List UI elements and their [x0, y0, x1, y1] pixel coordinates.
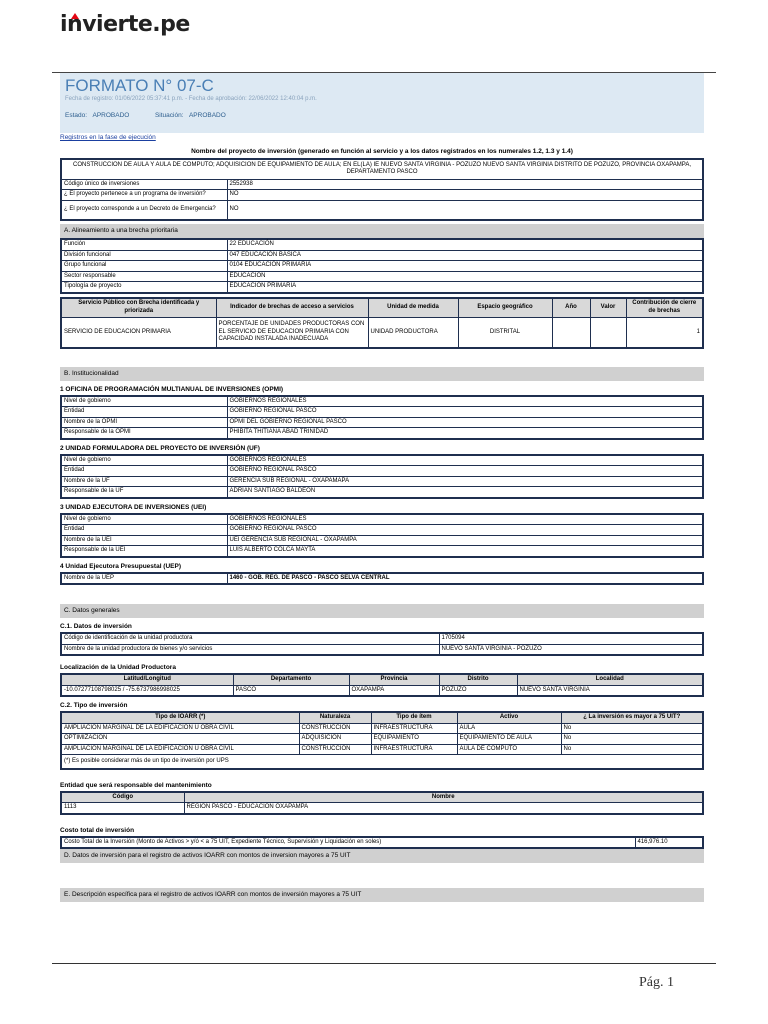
investment-cell: ADQUISICION	[299, 734, 371, 745]
table-row	[61, 734, 703, 745]
row-label: Nombre de la UF	[61, 476, 227, 487]
brecha-header: Unidad de medida	[368, 298, 458, 318]
row-label: Función	[61, 239, 227, 250]
brecha-table	[60, 297, 704, 349]
row-value: NO	[227, 200, 703, 220]
table-row	[61, 318, 703, 348]
brecha-header: Servicio Público con Brecha identificada y priorizada	[61, 298, 216, 318]
situacion-value: APROBADO	[188, 112, 226, 119]
table-row	[61, 837, 703, 849]
logo-text: invierte.pe	[60, 12, 190, 37]
investment-cell: AULA DE COMPUTO	[457, 744, 561, 755]
project-general-table	[60, 158, 704, 221]
row-value: 2552938	[227, 179, 703, 190]
investment-header: Activo	[457, 712, 561, 723]
row-label: Responsable de la UF	[61, 487, 227, 498]
row-value: GOBIERNO REGIONAL PASCO	[227, 525, 703, 536]
uei-title: 3 UNIDAD EJECUTORA DE INVERSIONES (UEI)	[60, 503, 207, 511]
location-cell: NUEVO SANTA VIRGINIA	[517, 685, 703, 696]
row-label: Responsable de la UEI	[61, 546, 227, 557]
table-row	[61, 271, 703, 282]
investment-cell: EQUIPAMIENTO DE AULA	[457, 734, 561, 745]
bottom-divider	[52, 963, 716, 964]
table-row	[61, 546, 703, 557]
investment-header: Tipo de ítem	[371, 712, 457, 723]
situacion-label: Situación:	[154, 112, 184, 119]
uep-title: 4 Unidad Ejecutora Presupuestal (UEP)	[60, 562, 182, 570]
uep-table	[60, 572, 704, 586]
table-row	[61, 744, 703, 755]
execution-records-link[interactable]: Registros en la fase de ejecución	[60, 134, 156, 141]
location-header: Localidad	[517, 674, 703, 685]
table-row	[61, 428, 703, 439]
row-label: Entidad	[61, 466, 227, 477]
location-header: Distrito	[439, 674, 517, 685]
table-row	[61, 685, 703, 696]
location-cell: PASCO	[233, 685, 349, 696]
cost-value: 416,976.10	[635, 837, 703, 849]
investment-cell: No	[561, 744, 703, 755]
row-label: ¿ El proyecto corresponde a un Decreto de Emergencia?	[61, 200, 227, 220]
maintenance-table	[60, 791, 704, 815]
table-row	[61, 487, 703, 498]
maintenance-header: Código	[61, 792, 184, 803]
table-row	[61, 535, 703, 546]
brecha-cell	[590, 318, 626, 348]
row-value: OPMI DEL GOBIERNO REGIONAL PASCO	[227, 417, 703, 428]
document-body	[60, 73, 704, 902]
row-label: ¿ El proyecto pertenece a un programa de inversión?	[61, 190, 227, 201]
location-header: Provincia	[349, 674, 439, 685]
section-b-title: B. Institucionalidad	[60, 367, 704, 381]
table-row	[61, 476, 703, 487]
row-label: Nombre de la OPMI	[61, 417, 227, 428]
maintenance-title: Entidad que será responsable del mantenimiento	[60, 781, 212, 789]
row-value: 1460 - GOB. REG. DE PASCO - PASCO SELVA CENTRAL	[227, 573, 703, 585]
row-label: Nombre de la UEP	[61, 573, 227, 585]
row-value: 1705094	[439, 633, 703, 644]
row-value: NO	[227, 190, 703, 201]
row-label: Nivel de gobierno	[61, 514, 227, 525]
row-label: Sector responsable	[61, 271, 227, 282]
row-label: Nombre de la UEI	[61, 535, 227, 546]
row-value: UEI GERENCIA SUB REGIONAL - OXAPAMPA	[227, 535, 703, 546]
table-row	[61, 282, 703, 293]
row-value: NUEVO SANTA VIRGINIA - POZUZO	[439, 644, 703, 655]
investment-header: Tipo de IOARR (*)	[61, 712, 299, 723]
table-row	[61, 239, 703, 250]
project-name: CONSTRUCCION DE AULA Y AULA DE COMPUTO; ADQUISICION DE EQUIPAMIENTO DE AULA; EN EL(LA) IE NUEVO SANTA VIRGINIA - POZUZO NUEVO SANTA VIRGINIA DISTRITO DE POZUZO, PROVINCIA OXAPAMPA, DEPARTAMENTO PASCO	[61, 159, 703, 179]
brecha-header: Valor	[590, 298, 626, 318]
investment-cell: INFRAESTRUCTURA	[371, 723, 457, 734]
investment-cell: EQUIPAMIENTO	[371, 734, 457, 745]
table-row	[61, 525, 703, 536]
investment-cell: OPTIMIZACION	[61, 734, 299, 745]
registration-dates: Fecha de registro: 01/06/2022 05:37:41 p.m. - Fecha de aprobación: 22/06/2022 12:40:04 p.m.	[65, 96, 317, 102]
table-row	[61, 261, 703, 272]
row-value: 0104 EDUCACIÓN PRIMARIA	[227, 261, 703, 272]
brecha-cell: UNIDAD PRODUCTORA	[368, 318, 458, 348]
row-label: Responsable de la OPMI	[61, 428, 227, 439]
c1-table	[60, 632, 704, 656]
row-label: Grupo funcional	[61, 261, 227, 272]
brecha-header: Año	[552, 298, 590, 318]
row-value: GOBIERNOS REGIONALES	[227, 396, 703, 407]
section-d-title: D. Datos de inversión para el registro de activos IOARR con montos de inversion mayores a 75 UIT	[60, 849, 704, 863]
row-label: Nombre de la unidad productora de bienes y/o servicios	[61, 644, 439, 655]
table-row	[61, 179, 703, 190]
row-value: EDUCACIÓN PRIMARIA	[227, 282, 703, 293]
maintenance-header: Nombre	[184, 792, 703, 803]
c1-title: C.1. Datos de inversión	[60, 623, 132, 630]
c2-title: C.2. Tipo de inversión	[60, 702, 128, 709]
cost-label: Costo Total de la Inversión (Monto de Activos > y/ó < a 75 UIT, Expediente Técnico, Supervisión y Liquidación en soles)	[61, 837, 635, 849]
row-value: GOBIERNOS REGIONALES	[227, 455, 703, 466]
uf-table	[60, 454, 704, 499]
location-cell: OXAPAMPA	[349, 685, 439, 696]
maintenance-cell: REGION PASCO - EDUCACION OXAPAMPA	[184, 803, 703, 814]
brecha-header: Contribución de cierre de brechas	[626, 298, 703, 318]
location-header: Departamento	[233, 674, 349, 685]
page-number: Pág. 1	[639, 975, 674, 990]
investment-cell: CONSTRUCCION	[299, 723, 371, 734]
location-header: Latitud/Longitud	[61, 674, 233, 685]
table-row	[61, 573, 703, 585]
investment-cell: No	[561, 734, 703, 745]
table-row	[61, 407, 703, 418]
table-row	[61, 190, 703, 201]
uei-table	[60, 513, 704, 558]
investment-cell: No	[561, 723, 703, 734]
location-cell: POZUZO	[439, 685, 517, 696]
brecha-cell	[552, 318, 590, 348]
row-label: Entidad	[61, 525, 227, 536]
table-row	[61, 455, 703, 466]
row-value: GERENCIA SUB REGIONAL - OXAPAMAPA	[227, 476, 703, 487]
cost-table	[60, 836, 704, 850]
section-a-title: A. Alineamiento a una brecha prioritaria	[60, 224, 704, 238]
brecha-cell: SERVICIO DE EDUCACION PRIMARIA	[61, 318, 216, 348]
row-label: Entidad	[61, 407, 227, 418]
maintenance-cell: 1113	[61, 803, 184, 814]
row-value: 047 EDUCACIÓN BÁSICA	[227, 250, 703, 261]
investment-cell: AULA	[457, 723, 561, 734]
project-name-caption: Nombre del proyecto de inversión (generado en función al servicio y a los datos registrados en los numerales 1.2, 1.3 y 1.4)	[191, 148, 573, 155]
table-row	[61, 466, 703, 477]
table-row	[61, 514, 703, 525]
row-label: Código único de inversiones	[61, 179, 227, 190]
investment-header: ¿ La inversión es mayor a 75 UIT?	[561, 712, 703, 723]
row-value: PHIBITA THITIANA ABAD TRINIDAD	[227, 428, 703, 439]
row-value: 22 EDUCACIÓN	[227, 239, 703, 250]
brecha-cell: DISTRITAL	[458, 318, 552, 348]
estado-value: APROBADO	[92, 112, 130, 119]
row-label: Nivel de gobierno	[61, 396, 227, 407]
brecha-cell: 1	[626, 318, 703, 348]
opmi-title: 1 OFICINA DE PROGRAMACIÓN MULTIANUAL DE INVERSIONES (OPMI)	[60, 385, 284, 393]
table-row	[61, 200, 703, 220]
table-row	[61, 417, 703, 428]
row-value: GOBIERNO REGIONAL PASCO	[227, 466, 703, 477]
section-c-title: C. Datos generales	[60, 604, 704, 618]
investment-cell: AMPLIACION MARGINAL DE LA EDIFICACION U OBRA CIVIL	[61, 744, 299, 755]
location-cell: -10.07277108798025 / -75.6737986998025	[61, 685, 233, 696]
row-label: Código de identificación de la unidad productora	[61, 633, 439, 644]
section-e-title: E. Descripción específica para el registro de activos IOARR con montos de inversión mayores a 75 UIT	[60, 888, 704, 902]
row-label: Nivel de gobierno	[61, 455, 227, 466]
table-row	[61, 723, 703, 734]
table-row	[61, 644, 703, 655]
row-label: Tipología de proyecto	[61, 282, 227, 293]
investment-note: (*) Es posible considerar más de un tipo de inversión por UPS	[61, 755, 703, 769]
row-value: GOBIERNOS REGIONALES	[227, 514, 703, 525]
row-value: LUIS ALBERTO COLCA MAYTA	[227, 546, 703, 557]
format-header	[60, 73, 704, 133]
row-value: ADRIAN SANTIAGO BALDEON	[227, 487, 703, 498]
investment-cell: CONSTRUCCION	[299, 744, 371, 755]
opmi-table	[60, 395, 704, 440]
investment-cell: INFRAESTRUCTURA	[371, 744, 457, 755]
logo-accent-icon	[71, 13, 79, 19]
brecha-header: Espacio geográfico	[458, 298, 552, 318]
table-row	[61, 633, 703, 644]
cost-title: Costo total de inversión	[60, 826, 135, 834]
table-row	[61, 250, 703, 261]
uf-title: 2 UNIDAD FORMULADORA DEL PROYECTO DE INVERSIÓN (UF)	[60, 444, 260, 452]
investment-type-table	[60, 711, 704, 770]
table-row	[61, 396, 703, 407]
row-label: División funcional	[61, 250, 227, 261]
format-title: FORMATO N° 07-C	[65, 76, 214, 95]
location-title: Localización de la Unidad Productora	[60, 664, 176, 671]
brecha-header: Indicador de brechas de acceso a servicios	[216, 298, 368, 318]
alignment-table	[60, 238, 704, 294]
status-line	[65, 112, 699, 119]
location-table	[60, 673, 704, 697]
brecha-cell: PORCENTAJE DE UNIDADES PRODUCTORAS CON EL SERVICIO DE EDUCACION PRIMARIA CON CAPACIDAD INSTALADA INADECUADA	[216, 318, 368, 348]
row-value: GOBIERNO REGIONAL PASCO	[227, 407, 703, 418]
estado-label: Estado:	[65, 112, 88, 119]
investment-header: Naturaleza	[299, 712, 371, 723]
invierte-logo	[60, 12, 190, 42]
table-row	[61, 803, 703, 814]
row-value: EDUCACION	[227, 271, 703, 282]
investment-cell: AMPLIACION MARGINAL DE LA EDIFICACION U OBRA CIVIL	[61, 723, 299, 734]
